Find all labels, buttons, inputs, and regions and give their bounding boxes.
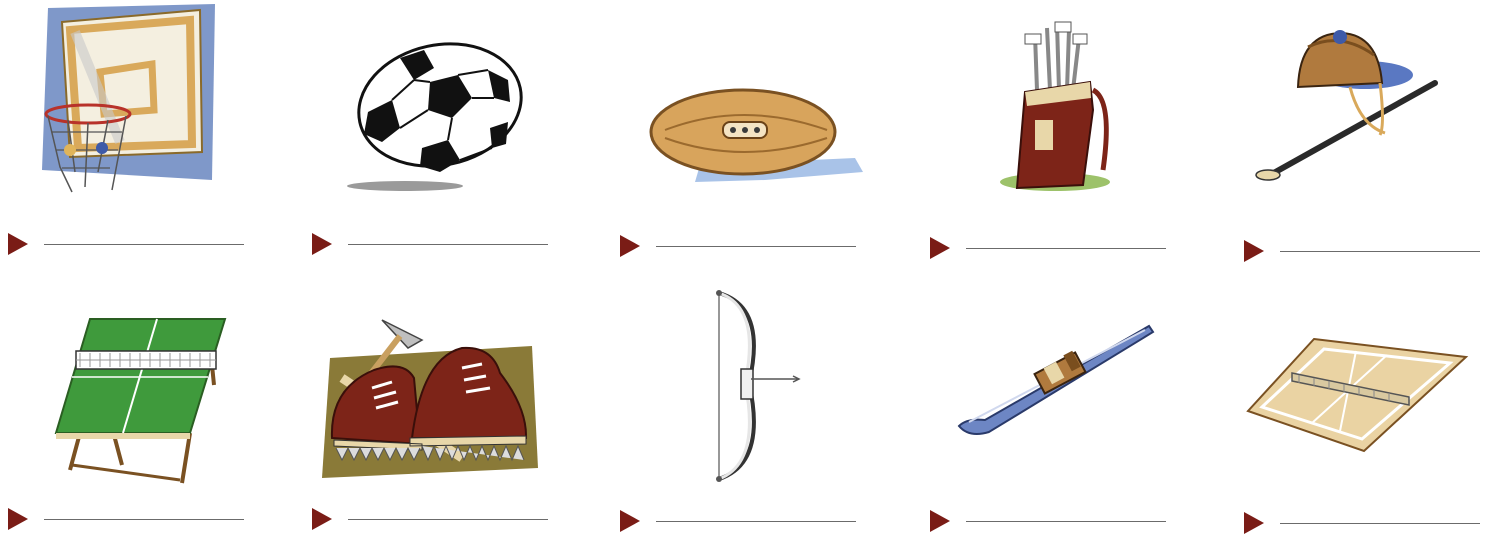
answer-line [966,521,1166,522]
bullet-arrow-icon [930,510,950,532]
answer-line [348,244,548,245]
basketball-hoop-icon [30,2,230,197]
answer-blank[interactable] [930,510,1170,534]
bullet-arrow-icon [620,510,640,532]
bullet-arrow-icon [8,508,28,530]
answer-blank[interactable] [312,233,552,257]
golf-bag-icon [995,20,1120,195]
answer-blank[interactable] [930,237,1170,261]
bullet-arrow-icon [312,508,332,530]
answer-blank[interactable] [1244,512,1484,536]
bow-and-arrow-icon [705,287,805,487]
bullet-arrow-icon [8,233,28,255]
bullet-arrow-icon [930,237,950,259]
answer-blank[interactable] [8,508,248,532]
answer-line [1280,523,1480,524]
bullet-arrow-icon [1244,240,1264,262]
climbing-boots-ice-axe-icon [312,318,542,478]
answer-blank[interactable] [8,233,248,257]
answer-line [966,248,1166,249]
ski-icon [955,322,1155,442]
answer-blank[interactable] [312,508,552,532]
answer-line [44,244,244,245]
bullet-arrow-icon [1244,512,1264,534]
polo-helmet-mallet-icon [1250,25,1445,190]
answer-line [1280,251,1480,252]
answer-line [348,519,548,520]
answer-line [656,521,856,522]
bullet-arrow-icon [620,235,640,257]
table-tennis-table-icon [50,315,230,490]
answer-blank[interactable] [1244,240,1484,264]
tennis-court-icon [1244,335,1469,455]
answer-blank[interactable] [620,510,860,534]
answer-line [44,519,244,520]
rugby-ball-icon [645,80,870,190]
answer-blank[interactable] [620,235,860,259]
soccer-ball-icon [330,40,530,195]
answer-line [656,246,856,247]
bullet-arrow-icon [312,233,332,255]
